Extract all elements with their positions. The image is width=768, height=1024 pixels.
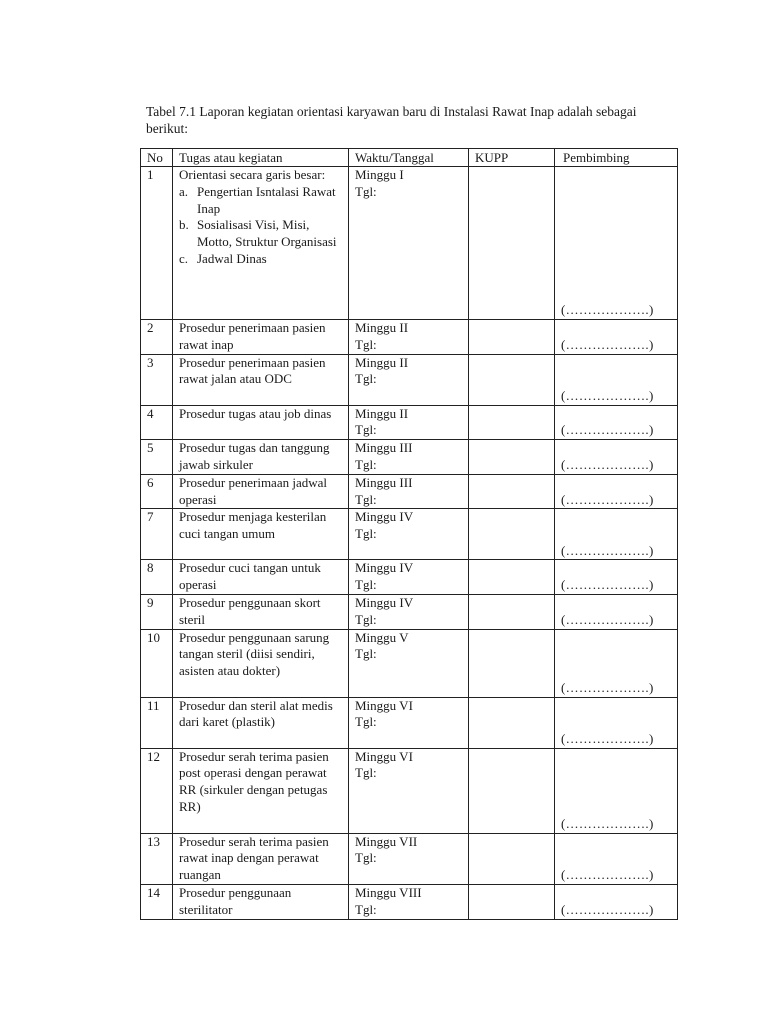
signature-placeholder: (……………….) — [561, 867, 654, 883]
week-label: Minggu IV — [355, 594, 414, 610]
task-text: Prosedur serah terima pasien post operasi dengan perawat RR (sirkuler dengan petugas RR) — [179, 748, 329, 814]
task-text: Prosedur penggunaan sarung tangan steril (diisi sendiri, asisten atau dokter) — [179, 629, 330, 679]
task-cell — [173, 320, 349, 355]
table-row — [141, 748, 678, 833]
signature-placeholder: (……………….) — [561, 302, 654, 318]
table-row — [141, 884, 678, 919]
kupp-cell — [469, 697, 555, 748]
signature-placeholder: (……………….) — [561, 422, 654, 438]
row-number: 1 — [141, 167, 173, 320]
subitem-text: Sosialisasi Visi, Misi, Motto, Struktur Organisasi — [197, 217, 337, 250]
task-cell — [173, 405, 349, 440]
row-number: 11 — [141, 697, 173, 748]
supervisor-cell — [555, 697, 678, 748]
subitem-text: Jadwal Dinas — [197, 250, 267, 266]
task-cell — [173, 474, 349, 509]
week-label: Minggu I — [355, 167, 404, 182]
table-row — [141, 833, 678, 884]
task-subitem — [179, 250, 342, 268]
time-cell — [349, 167, 469, 320]
week-label: Minggu VII — [355, 833, 418, 849]
task-cell — [173, 629, 349, 697]
supervisor-cell — [555, 354, 678, 405]
table-row — [141, 629, 678, 697]
table-caption: Tabel 7.1 Laporan kegiatan orientasi karyawan baru di Instalasi Rawat Inap adalah sebagai berikut: — [146, 104, 637, 136]
date-label: Tgl: — [355, 714, 377, 730]
header-no: No — [141, 149, 173, 167]
signature-placeholder: (……………….) — [561, 336, 654, 352]
supervisor-cell — [555, 474, 678, 509]
row-number: 13 — [141, 833, 173, 884]
date-label: Tgl: — [355, 646, 377, 662]
task-text: Orientasi secara garis besar: — [179, 167, 326, 182]
date-label: Tgl: — [355, 491, 377, 507]
supervisor-cell — [555, 320, 678, 355]
date-label: Tgl: — [355, 765, 377, 781]
signature-placeholder: (……………….) — [561, 491, 654, 507]
date-label: Tgl: — [355, 901, 377, 917]
task-cell — [173, 354, 349, 405]
task-cell — [173, 748, 349, 833]
week-label: Minggu II — [355, 320, 409, 335]
table-header-row — [141, 149, 678, 167]
date-label: Tgl: — [355, 526, 377, 542]
kupp-cell — [469, 748, 555, 833]
task-cell — [173, 560, 349, 595]
row-number: 5 — [141, 440, 173, 475]
week-label: Minggu VI — [355, 697, 413, 713]
kupp-cell — [469, 560, 555, 595]
week-label: Minggu IV — [355, 509, 414, 525]
kupp-cell — [469, 354, 555, 405]
subitem-marker: a. — [179, 183, 189, 199]
supervisor-cell — [555, 833, 678, 884]
date-label: Tgl: — [355, 183, 377, 199]
kupp-cell — [469, 474, 555, 509]
time-cell — [349, 748, 469, 833]
date-label: Tgl: — [355, 336, 377, 352]
time-cell — [349, 320, 469, 355]
orientation-report-table — [140, 148, 678, 920]
supervisor-cell — [555, 509, 678, 560]
subitem-marker: c. — [179, 250, 189, 266]
task-text: Prosedur menjaga kesterilan cuci tangan umum — [179, 509, 327, 542]
week-label: Minggu IV — [355, 560, 414, 576]
header-supervisor: Pembimbing — [555, 149, 678, 167]
kupp-cell — [469, 167, 555, 320]
table-row — [141, 405, 678, 440]
task-text: Prosedur penerimaan pasien rawat inap — [179, 320, 326, 352]
task-text: Prosedur penerimaan pasien rawat jalan atau ODC — [179, 354, 326, 387]
header-kupp: KUPP — [469, 149, 555, 167]
task-text: Prosedur penggunaan skort steril — [179, 594, 321, 627]
task-text: Prosedur penerimaan jadwal operasi — [179, 474, 328, 507]
table-row — [141, 509, 678, 560]
supervisor-cell — [555, 748, 678, 833]
date-label: Tgl: — [355, 850, 377, 866]
date-label: Tgl: — [355, 371, 377, 387]
row-number: 8 — [141, 560, 173, 595]
kupp-cell — [469, 629, 555, 697]
task-cell — [173, 884, 349, 919]
kupp-cell — [469, 884, 555, 919]
task-cell — [173, 697, 349, 748]
task-text: Prosedur penggunaan sterilitator — [179, 884, 292, 917]
week-label: Minggu V — [355, 629, 409, 645]
row-number: 2 — [141, 320, 173, 355]
kupp-cell — [469, 405, 555, 440]
task-text: Prosedur cuci tangan untuk operasi — [179, 560, 321, 593]
row-number: 4 — [141, 405, 173, 440]
time-cell — [349, 697, 469, 748]
subitem-text: Pengertian Isntalasi Rawat Inap — [197, 183, 336, 216]
date-label: Tgl: — [355, 456, 377, 472]
table-row — [141, 594, 678, 629]
date-label: Tgl: — [355, 577, 377, 593]
week-label: Minggu III — [355, 474, 413, 490]
row-number: 9 — [141, 594, 173, 629]
kupp-cell — [469, 509, 555, 560]
kupp-cell — [469, 320, 555, 355]
supervisor-cell — [555, 629, 678, 697]
task-text: Prosedur tugas atau job dinas — [179, 405, 332, 421]
row-number: 6 — [141, 474, 173, 509]
time-cell — [349, 560, 469, 595]
task-text: Prosedur serah terima pasien rawat inap dengan perawat ruangan — [179, 833, 329, 883]
week-label: Minggu VI — [355, 748, 413, 764]
task-cell — [173, 440, 349, 475]
time-cell — [349, 440, 469, 475]
time-cell — [349, 629, 469, 697]
task-subitems — [179, 184, 342, 268]
task-subitem — [179, 183, 342, 218]
supervisor-cell — [555, 594, 678, 629]
row-number: 10 — [141, 629, 173, 697]
subitem-marker: b. — [179, 217, 189, 233]
header-task: Tugas atau kegiatan — [173, 149, 349, 167]
task-text: Prosedur tugas dan tanggung jawab sirkuler — [179, 440, 330, 472]
supervisor-cell — [555, 560, 678, 595]
time-cell — [349, 594, 469, 629]
task-cell — [173, 594, 349, 629]
week-label: Minggu II — [355, 354, 409, 370]
time-cell — [349, 509, 469, 560]
time-cell — [349, 884, 469, 919]
time-cell — [349, 833, 469, 884]
date-label: Tgl: — [355, 611, 377, 627]
table-row — [141, 697, 678, 748]
header-time: Waktu/Tanggal — [349, 149, 469, 167]
supervisor-cell — [555, 884, 678, 919]
week-label: Minggu III — [355, 440, 413, 456]
table-row — [141, 354, 678, 405]
signature-placeholder: (……………….) — [561, 679, 654, 695]
row-number: 7 — [141, 509, 173, 560]
table-row — [141, 474, 678, 509]
signature-placeholder: (……………….) — [561, 577, 654, 593]
task-subitem — [179, 217, 342, 251]
signature-placeholder: (……………….) — [561, 542, 654, 558]
signature-placeholder: (……………….) — [561, 730, 654, 746]
time-cell — [349, 474, 469, 509]
time-cell — [349, 354, 469, 405]
kupp-cell — [469, 833, 555, 884]
date-label: Tgl: — [355, 422, 377, 438]
table-row — [141, 167, 678, 320]
supervisor-cell — [555, 405, 678, 440]
row-number: 3 — [141, 354, 173, 405]
task-cell — [173, 833, 349, 884]
week-label: Minggu II — [355, 405, 409, 421]
signature-placeholder: (……………….) — [561, 387, 654, 403]
kupp-cell — [469, 440, 555, 475]
task-text: Prosedur dan steril alat medis dari karet (plastik) — [179, 697, 333, 730]
week-label: Minggu VIII — [355, 884, 422, 900]
row-number: 12 — [141, 748, 173, 833]
signature-placeholder: (……………….) — [561, 611, 654, 627]
task-cell — [173, 167, 349, 320]
row-number: 14 — [141, 884, 173, 919]
supervisor-cell — [555, 167, 678, 320]
table-row — [141, 560, 678, 595]
table-row — [141, 320, 678, 355]
signature-placeholder: (……………….) — [561, 901, 654, 917]
signature-placeholder: (……………….) — [561, 815, 654, 831]
kupp-cell — [469, 594, 555, 629]
table-row — [141, 440, 678, 475]
time-cell — [349, 405, 469, 440]
signature-placeholder: (……………….) — [561, 456, 654, 472]
task-cell — [173, 509, 349, 560]
supervisor-cell — [555, 440, 678, 475]
